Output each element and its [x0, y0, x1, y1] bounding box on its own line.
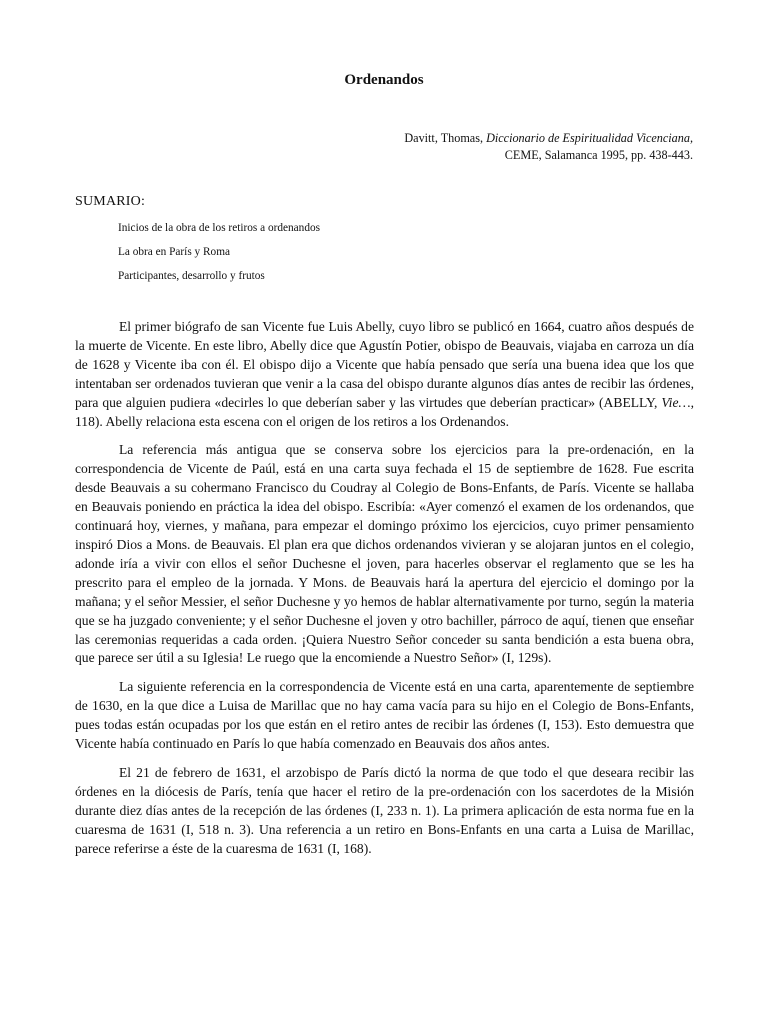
citation	[273, 130, 693, 164]
sumario-item: La obra en París y Roma	[118, 246, 230, 258]
page-title: Ordenandos	[344, 72, 424, 88]
citation-publisher: CEME, Salamanca 1995, pp. 438-443.	[504, 148, 693, 162]
paragraph-text: El primer biógrafo de san Vicente fue Luis Abelly, cuyo libro se publicó en 1664, cuatro años después de la muerte de Vicente. En este libro, Abelly dice que Agustín Potier, obispo de Beauvais, viajaba en carroza un día de 1628 y Vicente iba con él. El obispo dijo a Vicente que había pensado que sería una buena idea que los que intentaban ser ordenados tuvieran que venir a la casa del obispo durante algunos días antes de recibir las órdenes, para que alguien pudiera «decirles lo que deberían saber y las virtudes que deberían practicar» (ABELLY,	[75, 319, 694, 410]
sumario-item: Inicios de la obra de los retiros a ordenandos	[118, 222, 321, 234]
body-text	[75, 318, 694, 868]
sumario-list	[118, 220, 320, 292]
paragraph-italic-ref: Vie…	[661, 394, 691, 410]
paragraph: La referencia más antigua que se conserva sobre los ejercicios para la pre-ordenación, en la correspondencia de Vicente de Paúl, está en una carta suya fechada el 15 de septiembre de 1628. Fue escrita desde Beauvais a su cohermano Francisco du Coudray al Colegio de Bons-Enfants, de París. Vicente se hallaba en Beauvais poniendo en práctica la idea del obispo. Escribía: «Ayer comenzó el examen de los ordenandos, que continuará hoy, viernes, y mañana, para empezar el domingo próximo los ejercicios, cuyo primer pensamiento inspiró Dios a Mons. de Beauvais. El plan era que dichos ordenandos vivieran y se alojaran juntos en el colegio, adonde iría a vivir con ellos el señor Duchesne el joven, para hacerles observar el reglamento que se les ha prescrito para el empleo de la jornada. Y Mons. de Beauvais hará la apertura del ejercicio el domingo por la mañana; y el señor Messier, el señor Duchesne y yo hemos de hablar alternativamente por turno, según la materia que se ha juzgado conveniente; y el señor Duchesne el joven y otro bachiller, párroco de aquí, tienen que enseñar las ceremonias requeridas a cada orden. ¡Quiera Nuestro Señor conceder su santa bendición a esta buena obra, que parece ser útil a su Iglesia! Le ruego que la encomiende a Nuestro Señor» (I, 129s).	[75, 442, 694, 666]
citation-work: Diccionario de Espiritualidad Vicenciana,	[486, 131, 693, 145]
paragraph: La siguiente referencia en la correspondencia de Vicente está en una carta, aparentemente de septiembre de 1630, en la que dice a Luisa de Marillac que no hay cama vacía para su hijo en el Colegio de Bons-Enfants, pues todas están ocupadas por los que están en el retiro antes de recibir las órdenes (I, 153). Esto demuestra que Vicente había continuado en París lo que había comenzado en Beauvais dos años antes.	[75, 679, 694, 752]
sumario-heading: SUMARIO:	[75, 194, 146, 209]
paragraph: El 21 de febrero de 1631, el arzobispo de París dictó la norma de que todo el que deseara recibir las órdenes en la diócesis de París, tenía que hacer el retiro de la pre-ordenación con los sacerdotes de la Misión durante diez días antes de la recepción de las órdenes (I, 233 n. 1). La primera aplicación de esta norma fue en la cuaresma de 1631 (I, 518 n. 3). Una referencia a un retiro en Bons-Enfants en una carta a Luisa de Marillac, parece referirse a éste de la cuaresma de 1631 (I, 168).	[75, 764, 694, 856]
citation-author: Davitt, Thomas,	[404, 131, 487, 145]
sumario-item: Participantes, desarrollo y frutos	[118, 270, 265, 282]
paragraph-text: , 118). Abelly relaciona esta escena con el origen de los retiros a los Ordenandos.	[75, 394, 694, 429]
paragraph	[75, 318, 694, 431]
